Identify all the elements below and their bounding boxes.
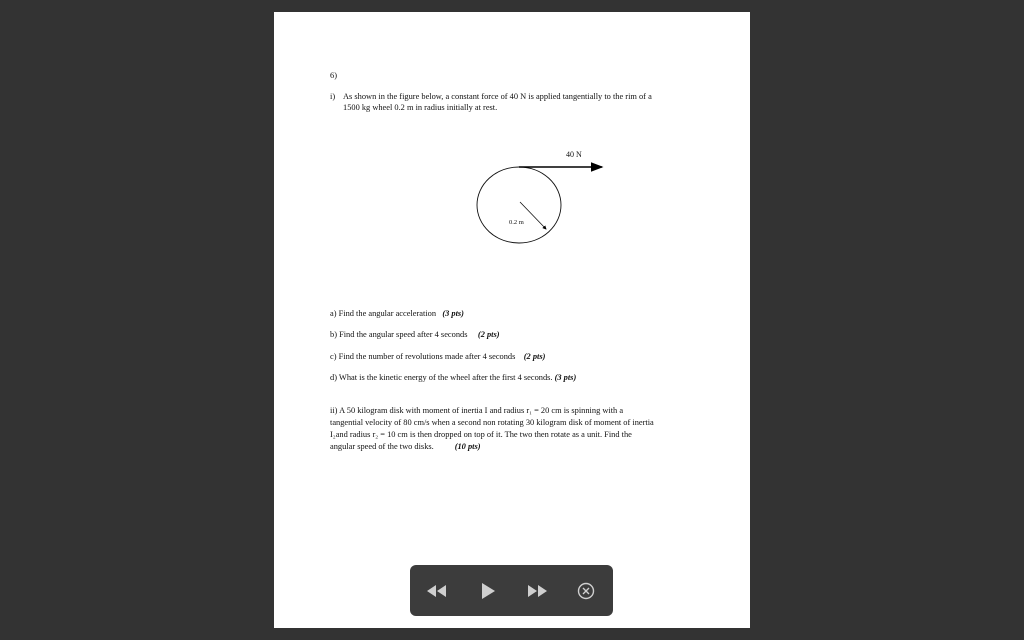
radius-label: 0.2 m — [509, 219, 524, 226]
document-page — [274, 12, 750, 628]
question-c: c) Find the number of revolutions made after 4 seconds (2 pts) — [330, 352, 546, 361]
part-ii-line-2: tangential velocity of 80 cm/s when a second non rotating 30 kilogram disk of moment of inertia — [330, 418, 654, 427]
radius-arrow — [520, 202, 546, 229]
part-i-line-2: 1500 kg wheel 0.2 m in radius initially at rest. — [343, 103, 498, 112]
part-i-label: i) — [330, 92, 336, 101]
close-icon[interactable] — [573, 578, 599, 604]
wheel-diagram — [464, 142, 624, 257]
part-ii-line-1: ii) A 50 kilogram disk with moment of inertia I and radius r₁ = 20 cm is spinning with a — [330, 406, 624, 415]
problem-number: 6) — [330, 71, 337, 80]
question-a: a) Find the angular acceleration (3 pts) — [330, 309, 464, 318]
question-b: b) Find the angular speed after 4 seconds (2 pts) — [330, 330, 500, 339]
force-label: 40 N — [566, 150, 582, 159]
part-i-line-1: As shown in the figure below, a constant force of 40 N is applied tangentially to the rim of a — [343, 92, 652, 101]
media-toolbar — [410, 565, 613, 616]
part-ii-line-3: I₂and radius r₂ = 10 cm is then dropped on top of it. The two then rotate as a unit. Find the — [330, 430, 632, 439]
question-d: d) What is the kinetic energy of the wheel after the first 4 seconds. (3 pts) — [330, 373, 577, 382]
fast-forward-icon[interactable] — [524, 578, 550, 604]
wheel-figure — [464, 142, 624, 257]
part-ii-line-4: angular speed of the two disks. (10 pts) — [330, 442, 481, 451]
rewind-icon[interactable] — [424, 578, 450, 604]
wheel-circle — [477, 167, 561, 243]
play-icon[interactable] — [475, 578, 501, 604]
